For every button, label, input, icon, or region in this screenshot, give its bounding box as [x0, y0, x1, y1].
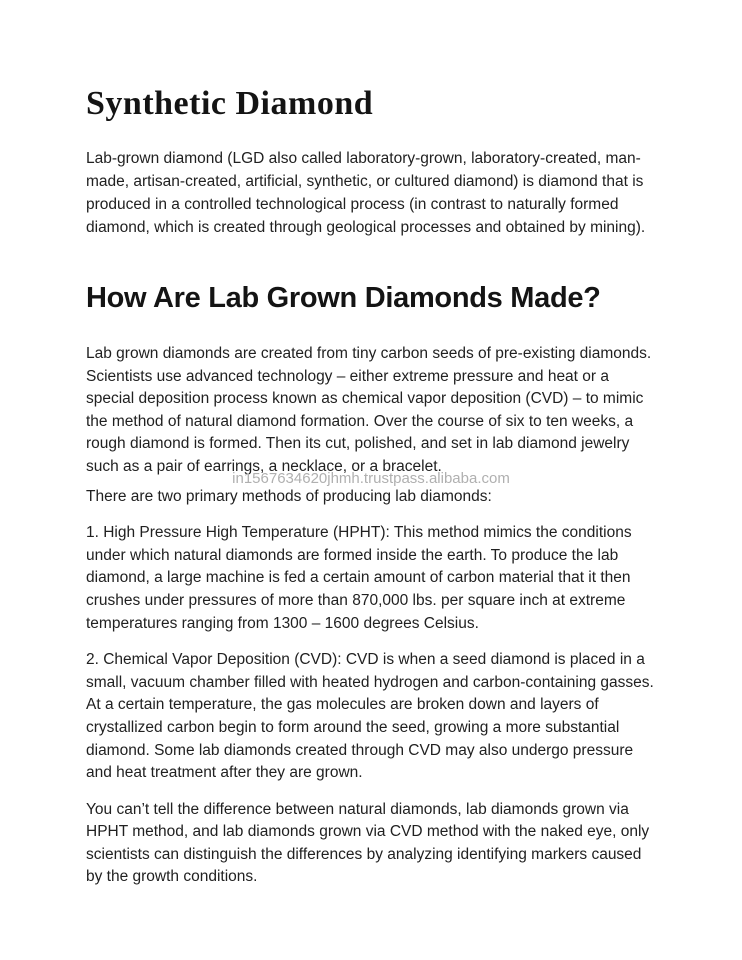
document-content	[86, 0, 658, 889]
watermark-text: in1567634620jhmh.trustpass.alibaba.com	[232, 470, 510, 487]
paragraph-overview: Lab grown diamonds are created from tiny carbon seeds of pre-existing diamonds. Scientists use advanced technology – either extreme pressure and heat or a special deposition process known as chemical vapor deposition (CVD) – to mimic the method of natural diamond formation. Over the course of six to ten weeks, a rough diamond is formed. Then its cut, polished, and set in lab diamond jewelry such as a pair of earrings, a necklace, or a bracelet.	[86, 345, 652, 475]
paragraph-hpht: 1. High Pressure High Temperature (HPHT): This method mimics the conditions under which natural diamonds are formed inside the earth. To produce the lab diamond, a large machine is fed a certain amount of carbon material that it then crushes under pressures of more than 870,000 lbs. per square inch at extreme temperatures ranging from 1300 – 1600 degrees Celsius.	[86, 524, 632, 632]
paragraph-cvd: 2. Chemical Vapor Deposition (CVD): CVD is when a seed diamond is placed in a small, vacuum chamber filled with heated hydrogen and carbon-containing gasses. At a certain temperature, the gas molecules are broken down and layers of crystallized carbon begin to form around the seed, growing a more substantial diamond. Some lab diamonds created through CVD may also undergo pressure and heat treatment after they are grown.	[86, 651, 654, 782]
document-title: Synthetic Diamond	[86, 85, 374, 122]
paragraph-difference: You can’t tell the difference between natural diamonds, lab diamonds grown via HPHT method, and lab diamonds grown via CVD method with the naked eye, only scientists can distinguish the differences by analyzing identifying markers caused by the growth conditions.	[86, 800, 650, 886]
intro-paragraph: Lab-grown diamond (LGD also called laboratory-grown, laboratory-created, man-made, artisan-created, artificial, synthetic, or cultured diamond) is diamond that is produced in a controlled technological process (in contrast to naturally formed diamond, which is created through geological processes and obtained by mining).	[86, 150, 646, 236]
section-heading: How Are Lab Grown Diamonds Made?	[86, 282, 601, 314]
paragraph-methods-lead: There are two primary methods of producing lab diamonds:	[86, 487, 492, 505]
